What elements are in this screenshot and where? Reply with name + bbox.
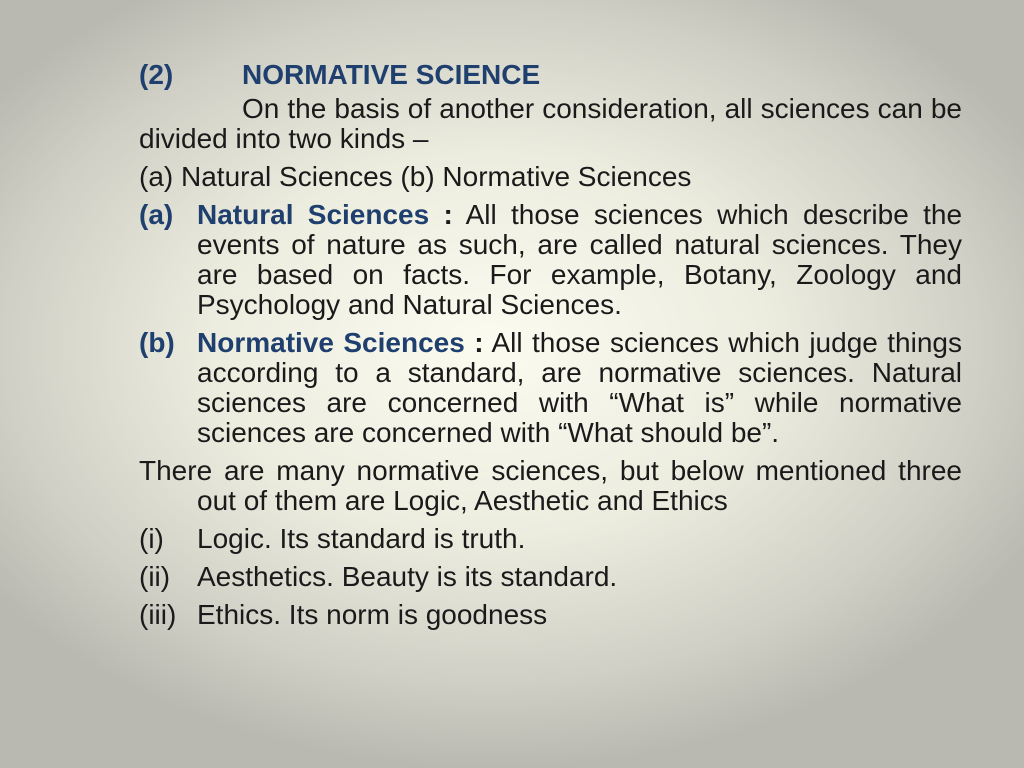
list-text: Aesthetics. Beauty is its standard. [197, 561, 618, 592]
list-marker: (ii) [139, 561, 171, 592]
section-heading [139, 58, 962, 94]
item-marker: (b) [139, 327, 175, 358]
list-item-logic [139, 524, 962, 554]
item-term: Natural Sciences [197, 199, 430, 230]
definition-normative-sciences [139, 328, 962, 448]
item-colon: : [443, 199, 453, 230]
item-term: Normative Sciences [197, 327, 465, 358]
slide-content [139, 58, 962, 630]
summary-paragraph: There are many normative sciences, but below mentioned three out of them are Logic, Aesthetic and Ethics [139, 455, 962, 516]
item-text: All those sciences which judge things according to a standard, are normative sciences. Natural sciences are concerned with “What is” while normative sciences are concerned with “What should be”. [197, 327, 962, 448]
item-marker: (a) [139, 199, 174, 230]
list-marker: (i) [139, 523, 164, 554]
section-title: NORMATIVE SCIENCE [242, 59, 541, 90]
list-marker: (iii) [139, 599, 177, 630]
item-text: All those sciences which describe the events of nature as such, are called natural sciences. They are based on facts. For example, Botany, Zoology and Psychology and Natural Sciences. [197, 199, 963, 320]
definition-natural-sciences [139, 200, 962, 320]
item-colon: : [474, 327, 484, 358]
list-text: Logic. Its standard is truth. [197, 523, 526, 554]
kinds-line: (a) Natural Sciences (b) Normative Sciences [139, 161, 692, 192]
list-item-ethics [139, 600, 962, 630]
intro-paragraph: On the basis of another consideration, all sciences can be divided into two kinds – [139, 93, 962, 154]
list-item-aesthetics [139, 562, 962, 592]
list-text: Ethics. Its norm is goodness [197, 599, 548, 630]
section-number: (2) [139, 59, 174, 90]
